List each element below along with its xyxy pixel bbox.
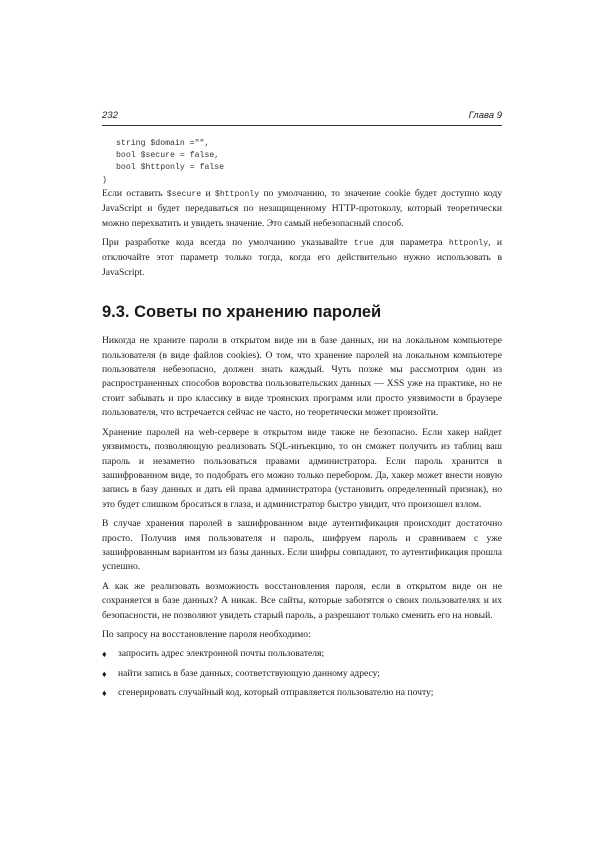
bullet-list: [102, 647, 502, 700]
inline-code: $secure: [166, 189, 202, 199]
diamond-bullet-icon: ♦: [102, 688, 107, 699]
paragraph: Никогда не храните пароли в открытом виде ни в базе данных, ни на локальном компьютере пользователя (в виде файлов cookies). О том, что хранение паролей на локальном компьютере пользователя небезопасно, должен знать каждый. Чуть позже мы рассмотрим один из распространенных способов воровства пользовательских данных — XSS уже на практике, но не стоит забывать и про классику в виде троянских программ или просто уязвимости в браузере пользователя, что встречается сейчас не часто, но теоретически может произойти.: [102, 335, 502, 419]
code-line: string $domain ="",: [116, 139, 210, 148]
paragraph: В случае хранения паролей в зашифрованном виде аутентификация происходит достаточно просто. Получив имя пользователя и пароль, шифруем пароль и сравниваем с уже зашифрованным вариантом из базы данных. Если шифры совпадают, то аутентификация прошла успешно.: [102, 518, 502, 573]
paragraph: А как же реализовать возможность восстановления пароля, если в открытом виде он не сохраняется в базе данных? А никак. Все сайты, которые заботятся о своих пользователях и их безопасности, не позволяют увидеть старый пароль, а разрешают только сменить его на новый.: [102, 580, 502, 621]
text-run: При разработке кода всегда по умолчанию указывайте: [102, 237, 354, 249]
list-item: [102, 647, 502, 661]
inline-code: true: [353, 239, 374, 249]
list-item: [102, 686, 502, 700]
list-item-text: сгенерировать случайный код, который отправляется пользователю на почту;: [118, 687, 434, 699]
code-line: ): [102, 175, 107, 185]
text-run: для параметра: [373, 237, 449, 249]
list-item: [102, 667, 502, 681]
book-page: [102, 110, 502, 706]
paragraph: Хранение паролей на web-сервере в открытом виде также не безопасно. Если хакер найдет уязвимость, позволяющую реализовать SQL-инъекцию, то он сможет получить из таблиц ваш пароль и незаметно пользоваться правами администратора. Если пароль хранится в зашифрованном виде, то подобрать его можно только перебором. Да, хакер может внести новую запись в базу данных и дать ей права администратора (установить определенный признак), но это будет слишком бросаться в глаза, и администратор быстро увидит, что произошел взлом.: [102, 426, 502, 510]
text-run: и: [201, 187, 215, 199]
paragraph-httponly-advice: [102, 236, 502, 280]
text-run: Если оставить: [102, 187, 167, 199]
chapter-label: Глава 9: [468, 110, 502, 121]
diamond-bullet-icon: ♦: [102, 649, 107, 660]
inline-code: $httponly: [214, 189, 260, 199]
code-line: bool $secure = false,: [116, 151, 220, 161]
inline-code: httponly: [448, 239, 489, 249]
paragraph: По запросу на восстановление пароля необходимо:: [102, 628, 311, 640]
section-heading: 9.3. Советы по хранению паролей: [102, 303, 382, 322]
paragraph-cookie-default: [102, 187, 502, 231]
list-item-text: найти запись в базе данных, соответствующую данному адресу;: [118, 667, 380, 679]
code-block: [102, 138, 502, 187]
page-number: 232: [102, 110, 118, 121]
diamond-bullet-icon: ♦: [102, 668, 107, 679]
text-run: по умолчанию, то значение cookie будет доступно коду JavaScript и будет передаваться по незащищенному HTTP-протоколу, который теоретически можно перехватить и увидеть значение. Это самый небезопасный способ.: [102, 187, 502, 229]
code-line: bool $httponly = false: [116, 163, 225, 173]
running-header: [102, 110, 502, 126]
text-run: , и отключайте этот параметр только тогда, когда его действительно нужно использовать в JavaScript.: [102, 237, 503, 278]
list-item-text: запросить адрес электронной почты пользователя;: [118, 648, 325, 660]
